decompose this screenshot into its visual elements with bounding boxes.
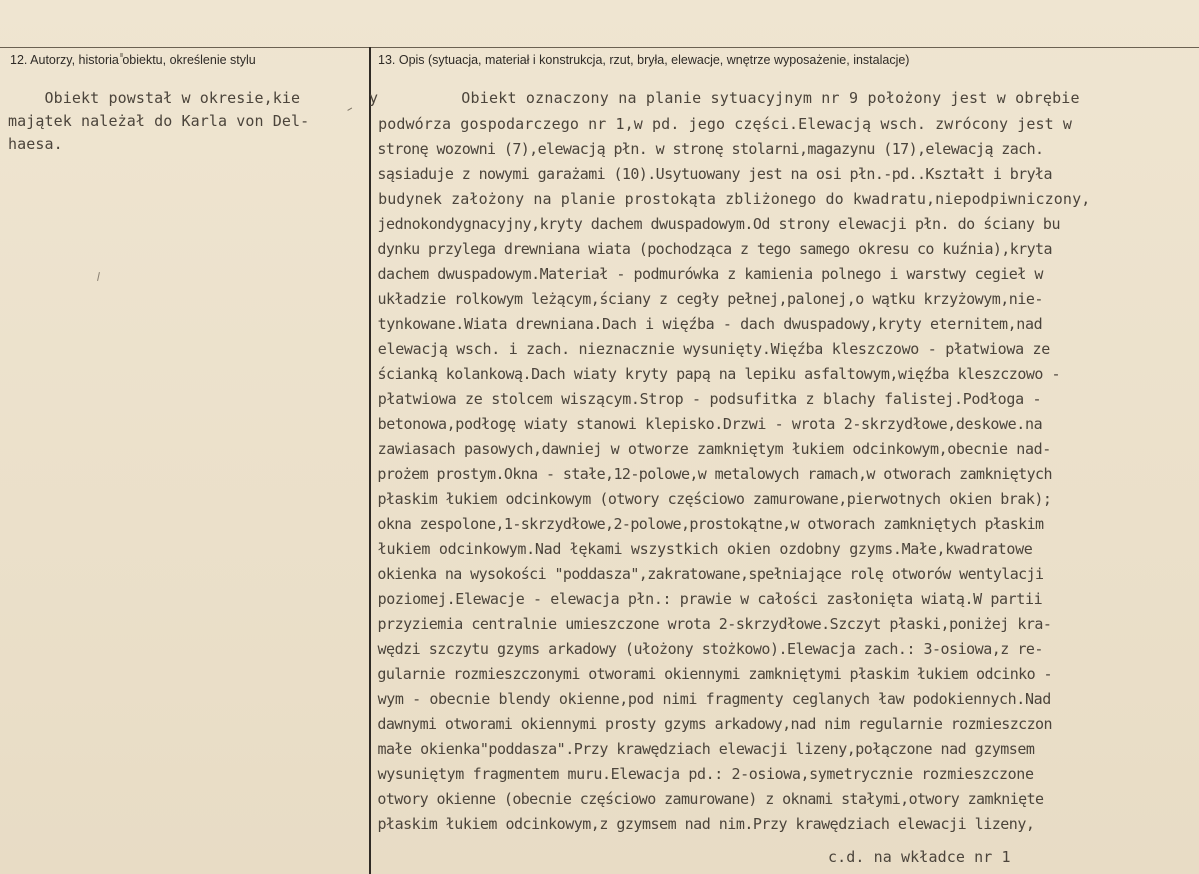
left-text-line: haesa. <box>8 135 63 153</box>
right-text-line: wym - obecnie blendy okienne,pod nimi fragmenty ceglanych ław podokiennych.Nad <box>369 690 1051 708</box>
right-text-line: płaskim łukiem odcinkowym,z gzymsem nad nim.Przy krawędziach elewacji lizeny, <box>369 815 1035 833</box>
pen-mark <box>345 103 352 111</box>
right-text-line: betonowa,podłogę wiaty stanowi klepisko.Drzwi - wrota 2-skrzydłowe,deskowe.na <box>369 415 1043 433</box>
right-text-line: małe okienka"poddasza".Przy krawędziach elewacji lizeny,połączone nad gzymsem <box>369 740 1035 758</box>
right-text-line: poziomej.Elewacje - elewacja płn.: prawie w całości zasłonięta wiatą.W partii <box>369 590 1043 608</box>
right-text-line: zawiasach pasowych,dawniej w otworze zamkniętym łukiem odcinkowym,obecnie nad- <box>369 440 1051 458</box>
right-text-line: dynku przylega drewniana wiata (pochodząca z tego samego okresu co kuźnia),kryta <box>369 240 1052 258</box>
right-text-line: jednokondygnacyjny,kryty dachem dwuspadowym.Od strony elewacji płn. do ściany bu <box>369 215 1060 233</box>
right-text-line: y Obiekt oznaczony na planie sytuacyjnym nr 9 położony jest w obrębie <box>369 89 1080 107</box>
right-text-line: otwory okienne (obecnie częściowo zamurowane) z oknami stałymi,otwory zamknięte <box>369 790 1044 808</box>
right-text-line: dawnymi otworami okiennymi prosty gzyms arkadowy,nad nim regularnie rozmieszczon <box>369 715 1052 733</box>
header-rule <box>0 47 1199 48</box>
right-text-line: gularnie rozmieszczonymi otworami okiennymi zamkniętymi płaskim łukiem odcinko - <box>369 665 1052 683</box>
right-text-line: elewacją wsch. i zach. nieznacznie wysunięty.Więźba kleszczowo - płatwiowa ze <box>369 340 1051 358</box>
right-text-line: tynkowane.Wiata drewniana.Dach i więźba - dach dwuspadowy,kryty eternitem,nad <box>369 315 1043 333</box>
right-text-line: stronę wozowni (7),elewacją płn. w stronę stolarni,magazynu (17),elewacją zach. <box>369 140 1044 158</box>
right-text-line: podwórza gospodarczego nr 1,w pd. jego części.Elewacją wsch. zwrócony jest w <box>369 115 1073 133</box>
right-text-line: układzie rolkowym leżącym,ściany z cegły pełnej,palonej,o wątku krzyżowym,nie- <box>369 290 1043 308</box>
right-text-line: płatwiowa ze stolcem wiszącym.Strop - podsufitka z blachy falistej.Podłoga - <box>369 390 1042 408</box>
pen-tick <box>97 272 100 281</box>
right-text-line: sąsiaduje z nowymi garażami (10).Usytuowany jest na osi płn.-pd..Kształt i bryła <box>369 165 1052 183</box>
right-text-line: wędzi szczytu gzyms arkadowy (ułożony stożkowo).Elewacja zach.: 3-osiowa,z re- <box>369 640 1043 658</box>
left-text-line: majątek należał do Karla von Del- <box>8 112 310 130</box>
right-text-line: dachem dwuspadowym.Materiał - podmurówka z kamienia polnego i warstwy cegieł w <box>369 265 1043 283</box>
right-text-line: ścianką kolankową.Dach wiaty kryty papą na lepiku asfaltowym,więźba kleszczowo - <box>369 365 1060 383</box>
right-text-line: przyziemia centralnie umieszczone wrota 2-skrzydłowe.Szczyt płaski,poniżej kra- <box>369 615 1052 633</box>
section-12-heading: 12. Autorzy, historia obiektu, określenie stylu <box>10 53 256 67</box>
continuation-note: c.d. na wkładce nr 1 <box>828 848 1011 866</box>
left-text-line: Obiekt powstał w okresie,kie <box>8 89 301 107</box>
right-text-line: budynek założony na planie prostokąta zbliżonego do kwadratu,niepodpiwniczony, <box>369 190 1091 208</box>
section-13-heading: 13. Opis (sytuacja, materiał i konstrukcja, rzut, bryła, elewacje, wnętrze wyposażenie, instalacje) <box>378 53 910 67</box>
right-text-line: okna zespolone,1-skrzydłowe,2-polowe,prostokątne,w otworach zamkniętych płaskim <box>369 515 1044 533</box>
right-text-line: płaskim łukiem odcinkowym (otwory częściowo zamurowane,pierwotnych okien brak); <box>369 490 1052 508</box>
right-text-line: okienka na wysokości "poddasza",zakratowane,spełniające rolę otworów wentylacji <box>369 565 1044 583</box>
right-text-line: prożem prostym.Okna - stałe,12-polowe,w metalowych ramach,w otworach zamkniętych <box>369 465 1052 483</box>
right-text-line: wysuniętym fragmentem muru.Elewacja pd.: 2-osiowa,symetrycznie rozmieszczone <box>369 765 1034 783</box>
right-text-line: łukiem odcinkowym.Nad łękami wszystkich okien ozdobny gzyms.Małe,kwadratowe <box>369 540 1033 558</box>
